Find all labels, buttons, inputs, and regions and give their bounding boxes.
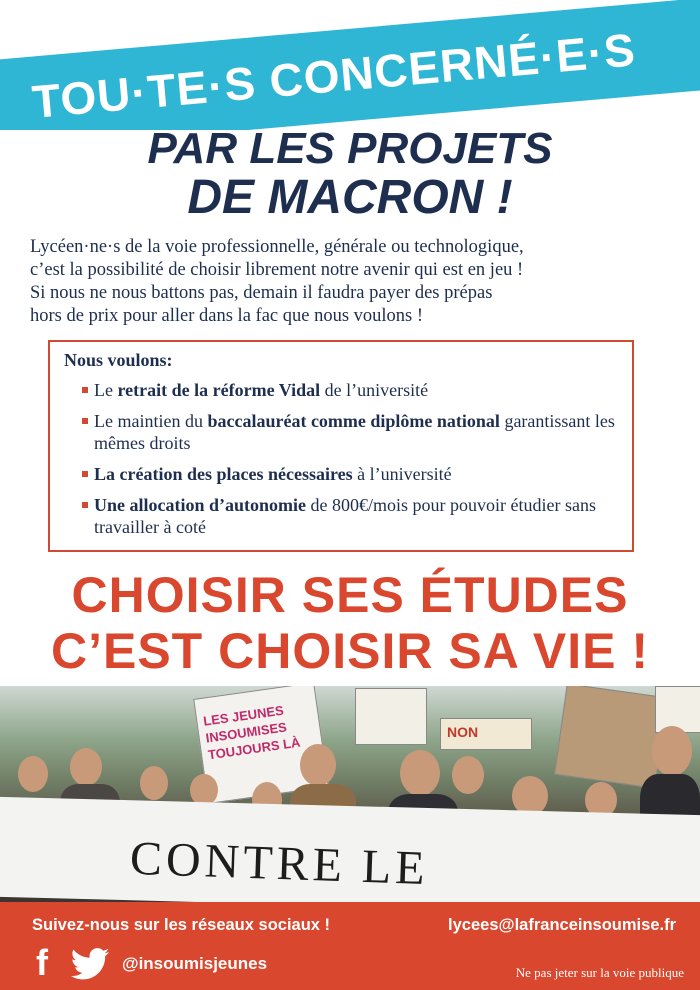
person-head xyxy=(400,750,440,796)
person-head xyxy=(18,756,48,792)
subtitle-line-2: DE MACRON ! xyxy=(187,171,513,224)
demand-item xyxy=(64,410,618,454)
demand-bold: retrait de la réforme Vidal xyxy=(117,380,321,400)
slogan-line-2: C’EST CHOISIR SA VIE ! xyxy=(50,623,649,679)
demands-box xyxy=(48,340,634,552)
demand-text: garantissant les mêmes droits xyxy=(94,411,615,453)
twitter-icon[interactable] xyxy=(70,948,110,980)
demand-text: à l’université xyxy=(352,464,452,484)
demand-bold: baccalauréat comme diplôme national xyxy=(207,411,500,431)
protest-banner-text: CONTRE LE xyxy=(129,831,430,896)
sign-text: LES JEUNES INSOUMISES TOUJOURS LÀ xyxy=(202,702,302,763)
follow-text: Suivez-nous sur les réseaux sociaux ! xyxy=(32,916,331,934)
person-head xyxy=(140,766,168,800)
person-head xyxy=(300,744,336,786)
demand-text: de 800€/mois pour pouvoir étudier sans travailler à coté xyxy=(94,495,596,537)
protest-sign xyxy=(554,686,668,789)
protest-sign xyxy=(655,686,700,733)
intro-line: c’est la possibilité de choisir librement notre avenir qui est en jeu ! xyxy=(30,260,524,280)
intro-line: hors de prix pour aller dans la fac que nous voulons ! xyxy=(30,306,424,326)
intro-text xyxy=(30,236,680,328)
demand-text: de l’université xyxy=(320,380,429,400)
demand-bold: Une allocation d’autonomie xyxy=(94,495,307,515)
demand-item xyxy=(64,463,618,485)
person-head xyxy=(70,748,102,786)
sign-text: NON xyxy=(447,724,479,740)
intro-line: Lycéen·ne·s de la voie professionnelle, générale ou technologique, xyxy=(30,237,524,257)
demand-bold: La création des places nécessaires xyxy=(94,464,353,484)
protest-sign xyxy=(440,718,532,750)
protest-sign xyxy=(355,688,427,745)
person-head xyxy=(452,756,484,794)
litter-notice: Ne pas jeter sur la voie publique xyxy=(515,965,684,980)
demand-item xyxy=(64,494,618,538)
intro-line: Si nous ne nous battons pas, demain il faudra payer des prépas xyxy=(30,283,493,303)
social-handle[interactable]: @insoumisjeunes xyxy=(122,954,268,973)
demand-text: Le maintien du xyxy=(94,411,208,431)
person-head xyxy=(652,726,692,776)
demand-item xyxy=(64,379,618,401)
contact-email[interactable]: lycees@lafranceinsoumise.fr xyxy=(448,916,676,934)
slogan-line-1: CHOISIR SES ÉTUDES xyxy=(71,567,629,623)
demands-list xyxy=(64,379,618,538)
footer xyxy=(0,902,700,990)
banner-title: TOU·TE·S CONCERNÉ·E·S xyxy=(30,23,638,128)
demand-text: Le xyxy=(94,380,118,400)
top-banner xyxy=(0,0,700,130)
facebook-icon[interactable]: f xyxy=(36,942,48,983)
subtitle-line-1: PAR LES PROJETS xyxy=(147,124,553,173)
demands-heading: Nous voulons: xyxy=(64,350,173,370)
protest-photo xyxy=(0,686,700,902)
